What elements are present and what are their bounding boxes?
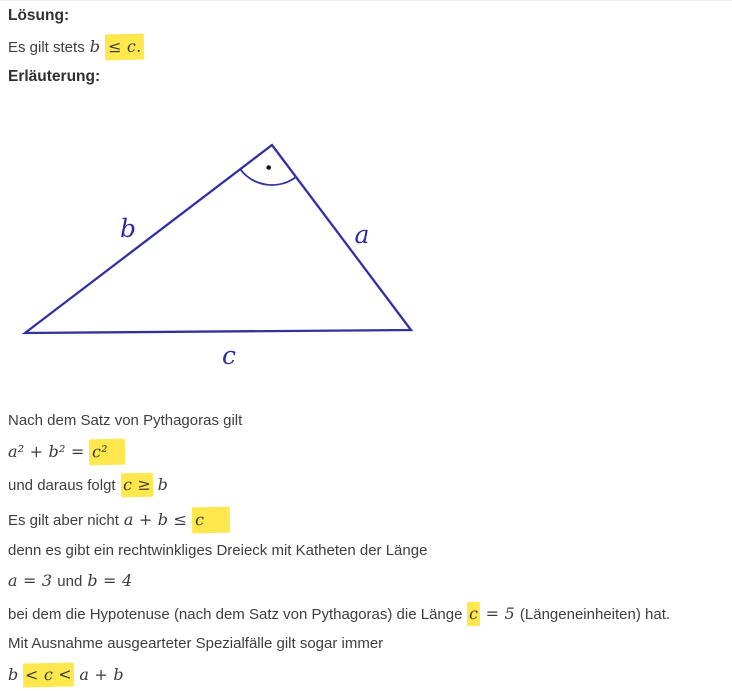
hypotenuse-line [8, 602, 670, 626]
hypotenuse-text: bei dem die Hypotenuse (nach dem Satz von Pythagoras) die Länge [8, 606, 463, 623]
triangle-side-c-label: c [221, 341, 237, 370]
pythagoras-intro: Nach dem Satz von Pythagoras gilt [8, 412, 243, 429]
highlight-mark-leq-c: ≤ c. [105, 34, 145, 61]
formula-lhs: a² + b² = [8, 442, 85, 461]
katheten-b: b = 4 [87, 571, 133, 590]
right-angle-dot-icon [266, 165, 271, 170]
solution-statement [8, 34, 145, 60]
denn-line: denn es gibt ein rechtwinkliges Dreieck mit Katheten der Länge [8, 542, 428, 559]
pythagoras-formula [8, 439, 125, 465]
folgt-text: und daraus folgt [8, 477, 116, 494]
triangle-outline [25, 145, 411, 333]
triangle-side-a-label: a [354, 220, 370, 249]
highlight-mark-c: c [192, 507, 231, 534]
hypotenuse-math: = 5 [485, 604, 515, 623]
aber-text: Es gilt aber nicht [8, 512, 119, 529]
folgt-line [8, 473, 168, 497]
folgt-after: b [157, 475, 169, 494]
katheten-und: und [57, 573, 83, 590]
katheten-a: a = 3 [8, 571, 53, 590]
final-b: b [8, 665, 19, 684]
final-line [8, 663, 124, 687]
solution-statement-text: Es gilt stets [8, 39, 85, 56]
top-divider [0, 0, 732, 1]
explanation-heading: Erläuterung: [8, 68, 101, 85]
solution-heading: Lösung: [8, 7, 70, 24]
aber-line [8, 507, 230, 533]
triangle-svg [0, 120, 440, 385]
highlight-mark-c-geq: c ≥ [120, 473, 153, 498]
triangle-side-b-label: b [119, 214, 137, 243]
highlight-mark-c-eq5: c [467, 602, 481, 626]
hypotenuse-after: (Längeneinheiten) hat. [519, 606, 671, 623]
katheten-line [8, 570, 132, 593]
ausnahme-line: Mit Ausnahme ausgearteter Spezialfälle gilt sogar immer [8, 635, 384, 652]
math-b: b [89, 37, 101, 56]
highlight-mark-lt-c-lt: < c < [23, 663, 74, 688]
final-rest: a + b [79, 665, 124, 684]
highlight-mark-c-squared: c² [89, 439, 125, 466]
triangle-figure [0, 120, 440, 385]
right-angle-arc [240, 169, 296, 185]
aber-math: a + b ≤ [123, 510, 188, 529]
